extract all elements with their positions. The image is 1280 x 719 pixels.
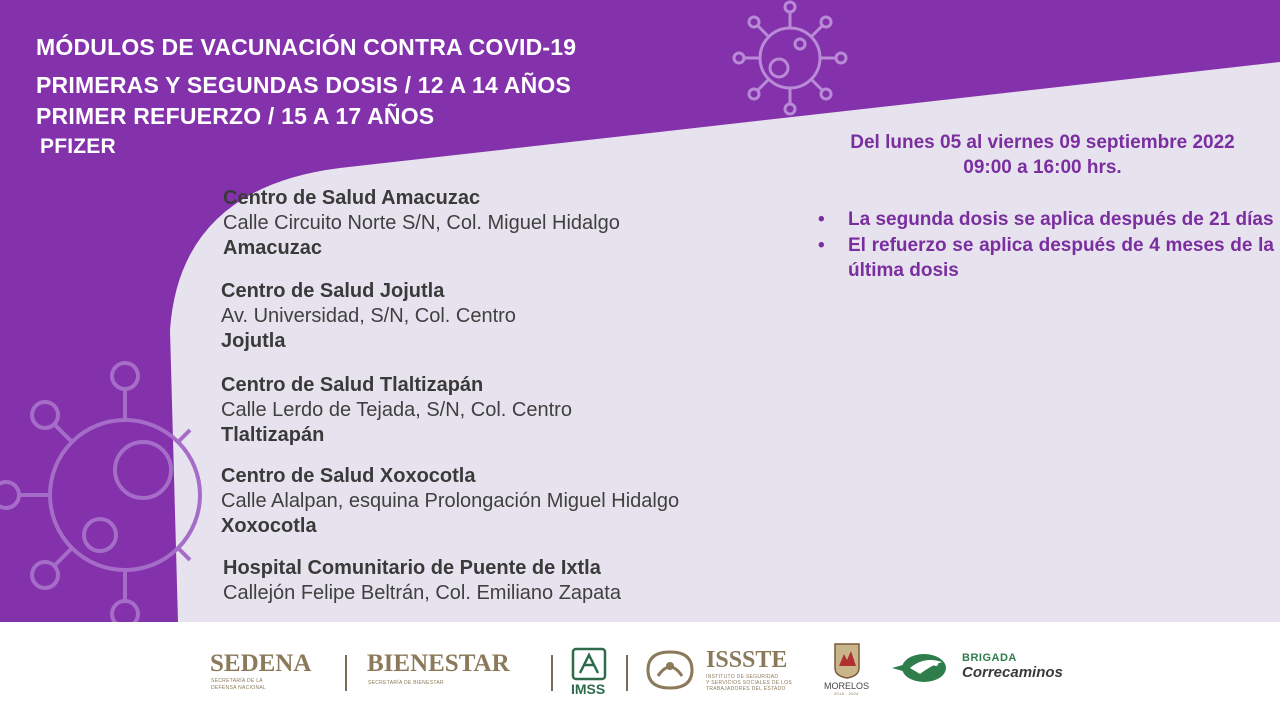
divider [551, 655, 553, 691]
issste-wordmark: ISSSTE [706, 647, 788, 673]
bullet: • [818, 209, 825, 230]
location-town: Xoxocotla [221, 515, 317, 537]
imss-eagle-icon [570, 647, 608, 681]
morelos-sub: 2018 - 2024 [834, 691, 859, 696]
morelos-wordmark: MORELOS [824, 681, 870, 691]
note-item [812, 207, 1274, 232]
location-address: Calle Circuito Norte S/N, Col. Miguel Hidalgo [223, 212, 620, 234]
schedule-block [810, 130, 1275, 180]
correcaminos-wordmark: Correcaminos [962, 664, 1063, 681]
location-town: Jojutla [221, 330, 286, 352]
schedule-hours: 09:00 a 16:00 hrs. [963, 157, 1122, 178]
sedena-sub1: SECRETARÍA DE LA [211, 678, 263, 684]
issste-hands-icon [644, 648, 696, 692]
location-item [223, 556, 621, 606]
page-title: MÓDULOS DE VACUNACIÓN CONTRA COVID-19 [36, 34, 577, 60]
location-name: Centro de Salud Jojutla [221, 280, 445, 302]
location-item [221, 373, 572, 448]
schedule-dates: Del lunes 05 al viernes 09 septiembre 2022 [850, 132, 1235, 153]
vaccine-brand: PFIZER [40, 135, 116, 158]
morelos-shield-icon [832, 642, 862, 680]
divider [626, 655, 628, 691]
brigada-wordmark: BRIGADA [962, 652, 1017, 664]
location-address: Calle Lerdo de Tejada, S/N, Col. Centro [221, 399, 572, 421]
location-name: Centro de Salud Tlaltizapán [221, 374, 484, 396]
bienestar-wordmark: BIENESTAR [367, 650, 510, 677]
location-address: Callejón Felipe Beltrán, Col. Emiliano Zapata [223, 582, 621, 604]
bienestar-sub: SECRETARÍA DE BIENESTAR [368, 680, 444, 686]
subtitle-doses: PRIMERAS Y SEGUNDAS DOSIS / 12 A 14 AÑOS [36, 72, 572, 98]
note-text: El refuerzo se aplica después de 4 meses de la última dosis [848, 235, 1274, 281]
issste-sub2: Y SERVICIOS SOCIALES DE LOS [706, 680, 793, 686]
location-town: Amacuzac [223, 237, 322, 259]
location-item [221, 279, 516, 354]
subtitle-booster: PRIMER REFUERZO / 15 A 17 AÑOS [36, 103, 435, 129]
location-address: Calle Alalpan, esquina Prolongación Miguel Hidalgo [221, 490, 680, 512]
sedena-sub2: DEFENSA NACIONAL [211, 685, 267, 691]
location-item [223, 186, 620, 261]
issste-sub1: INSTITUTO DE SEGURIDAD [706, 674, 779, 680]
location-name: Hospital Comunitario de Puente de Ixtla [223, 557, 601, 579]
correcaminos-bird-icon [890, 648, 954, 686]
bullet: • [818, 235, 825, 256]
imss-wordmark: IMSS [571, 681, 606, 697]
location-name: Centro de Salud Amacuzac [223, 187, 481, 209]
location-name: Centro de Salud Xoxocotla [221, 465, 476, 487]
sedena-wordmark: SEDENA [210, 650, 312, 677]
location-town: Tlaltizapán [221, 424, 325, 446]
location-item [221, 464, 679, 539]
location-address: Av. Universidad, S/N, Col. Centro [221, 305, 516, 327]
issste-sub3: TRABAJADORES DEL ESTADO [706, 686, 786, 692]
notes-list [812, 207, 1274, 284]
footer-logos [0, 622, 1280, 719]
divider [345, 655, 347, 691]
note-item [812, 233, 1274, 283]
note-text: La segunda dosis se aplica después de 21 días [848, 209, 1274, 230]
